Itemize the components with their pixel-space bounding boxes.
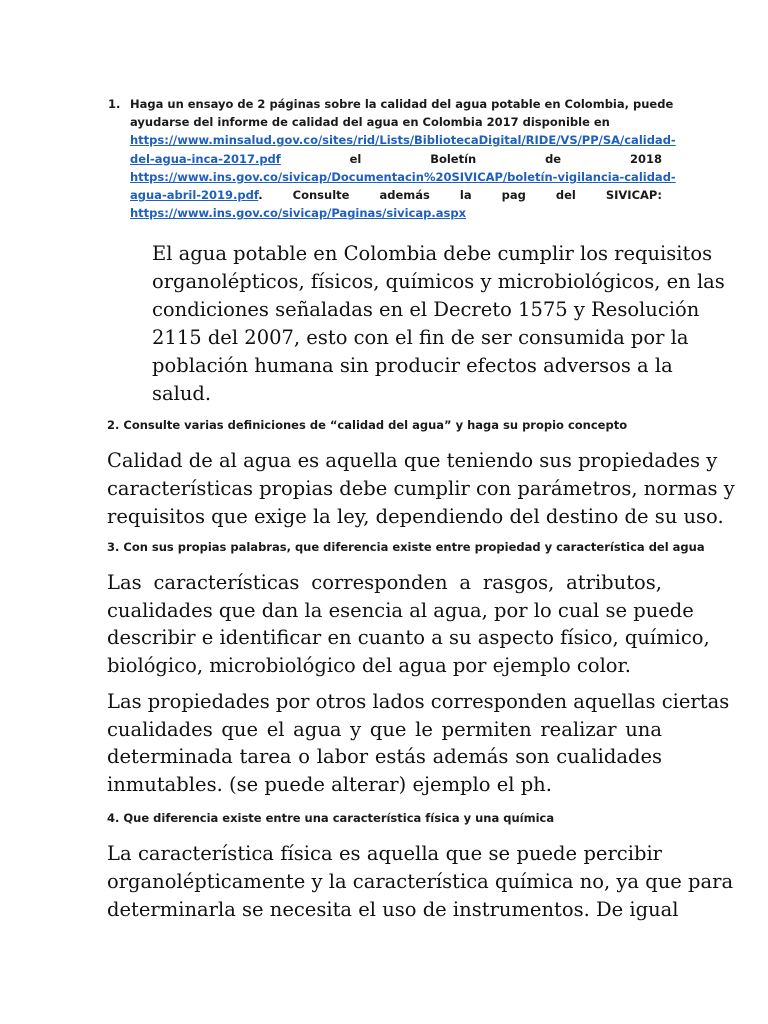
minsalud-report-link-continued[interactable]: del-agua-inca-2017.pdf bbox=[130, 151, 281, 166]
question-1-line-4: del-agua-inca-2017.pdf el Boletín de 2018 bbox=[130, 150, 662, 168]
answer-line: condiciones señaladas en el Decreto 1575 y Resolución bbox=[152, 298, 700, 321]
question-1-line-2: ayudarse del informe de calidad del agua en Colombia 2017 disponible en bbox=[130, 115, 610, 130]
sivicap-page-link[interactable]: https://www.ins.gov.co/sivicap/Paginas/sivicap.aspx bbox=[130, 206, 467, 221]
question-1-line-5 bbox=[130, 168, 676, 186]
answer-line: El agua potable en Colombia debe cumplir los requisitos bbox=[152, 242, 713, 265]
answer-3-paragraph bbox=[107, 569, 710, 679]
answer-line: biológico, microbiológico del agua por ejemplo color. bbox=[107, 653, 631, 677]
answer-line: salud. bbox=[152, 382, 212, 405]
answer-line: Las propiedades por otros lados corresponden aquellas ciertas bbox=[107, 690, 730, 713]
question-1-line-6: agua-abril-2019.pdf. Consulte además la pag del SIVICAP: bbox=[130, 188, 662, 203]
answer-line: requisitos que exige la ley, dependiendo del destino de su uso. bbox=[107, 505, 724, 528]
answer-line: población humana sin producir efectos adversos a la bbox=[152, 354, 673, 377]
answer-4-paragraph bbox=[107, 688, 730, 798]
answer-5-paragraph bbox=[107, 840, 734, 924]
answer-line: describir e identificar en cuanto a su aspecto físico, químico, bbox=[107, 626, 710, 649]
question-1 bbox=[108, 95, 676, 222]
question-1-line-3 bbox=[130, 131, 676, 149]
question-1-line-1: Haga un ensayo de 2 páginas sobre la calidad del agua potable en Colombia, puede bbox=[130, 97, 674, 111]
question-1-number: 1. bbox=[108, 97, 121, 111]
question-3: 3. Con sus propias palabras, que diferencia existe entre propiedad y característica del agua bbox=[107, 540, 705, 554]
answer-line: Calidad de al agua es aquella que teniendo sus propiedades y bbox=[107, 449, 718, 472]
answer-line: cualidades que dan la esencia al agua, por lo cual se puede bbox=[107, 598, 694, 622]
question-4: 4. Que diferencia existe entre una característica física y una química bbox=[107, 811, 555, 825]
answer-line: organolépticos, físicos, químicos y microbiológicos, en las bbox=[152, 270, 725, 293]
answer-line: Las características corresponden a rasgos, atributos, bbox=[107, 571, 662, 594]
answer-line: determinarla se necesita el uso de instrumentos. De igual bbox=[107, 898, 679, 921]
answer-line: cualidades que el agua y que le permiten realizar una bbox=[107, 717, 662, 741]
question-1-line-7 bbox=[130, 204, 662, 222]
answer-line: 2115 del 2007, esto con el fin de ser consumida por la bbox=[152, 326, 689, 349]
question-2: 2. Consulte varias definiciones de “calidad del agua” y haga su propio concepto bbox=[107, 418, 628, 432]
answer-1-paragraph bbox=[152, 240, 725, 408]
answer-2-paragraph bbox=[107, 447, 735, 531]
answer-line: determinada tarea o labor estás además son cualidades bbox=[107, 745, 662, 768]
answer-line: La característica física es aquella que se puede percibir bbox=[107, 842, 662, 865]
answer-line: organolépticamente y la característica química no, ya que para bbox=[107, 870, 734, 893]
answer-line: características propias debe cumplir con parámetros, normas y bbox=[107, 477, 735, 500]
ins-bulletin-link[interactable]: https://www.ins.gov.co/sivicap/Documentacin%20SIVICAP/boletín-vigilancia-calidad- bbox=[130, 169, 676, 184]
ins-bulletin-link-continued[interactable]: agua-abril-2019.pdf bbox=[130, 188, 259, 203]
answer-line: inmutables. (se puede alterar) ejemplo el ph. bbox=[107, 772, 552, 796]
minsalud-report-link[interactable]: https://www.minsalud.gov.co/sites/rid/Lists/BibliotecaDigital/RIDE/VS/PP/SA/calidad- bbox=[130, 133, 676, 148]
